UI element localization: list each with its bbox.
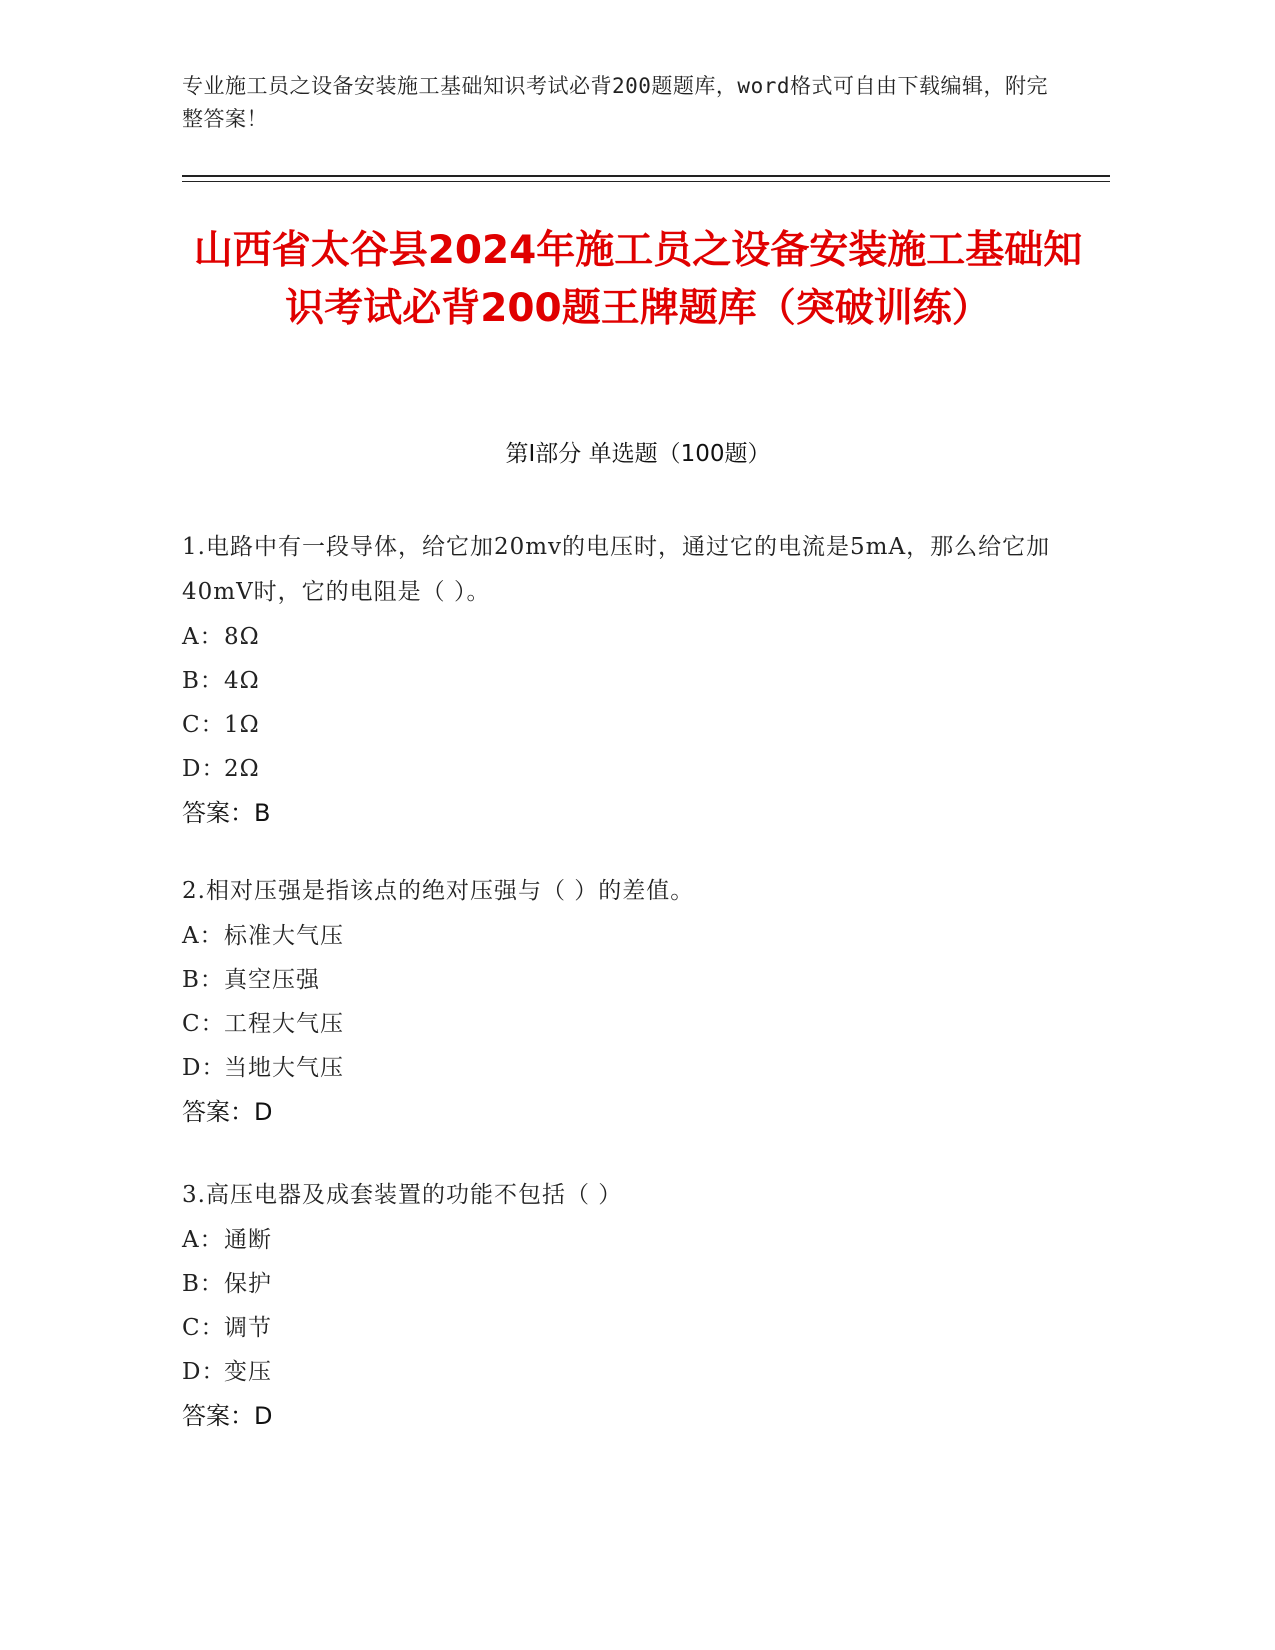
option-d	[182, 747, 1062, 791]
option-text: 4Ω	[224, 668, 260, 694]
option-a	[182, 1218, 1062, 1262]
section-heading: 第Ⅰ部分 单选题（100题）	[505, 441, 771, 467]
option-text: 保护	[224, 1271, 272, 1297]
question-stem: 1.电路中有一段导体，给它加20mv的电压时，通过它的电流是5mA，那么给它加40mV时，它的电阻是（ ）。	[182, 534, 1051, 605]
option-text: 调节	[224, 1315, 272, 1341]
option-c	[182, 703, 1062, 747]
option-c	[182, 1002, 1062, 1046]
option-letter: D：	[182, 756, 226, 782]
option-letter: D：	[182, 1055, 226, 1081]
option-text: 工程大气压	[224, 1011, 344, 1037]
option-letter: B：	[182, 967, 224, 993]
option-letter: C：	[182, 1011, 225, 1037]
option-d	[182, 1046, 1062, 1090]
option-text: 真空压强	[224, 967, 320, 993]
document-title: 山西省太谷县2024年施工员之设备安装施工基础知识考试必背200题王牌题库（突破训练）	[193, 228, 1083, 331]
option-letter: D：	[182, 1359, 226, 1385]
option-text: 通断	[224, 1227, 272, 1253]
option-letter: C：	[182, 1315, 225, 1341]
option-text: 变压	[224, 1359, 272, 1385]
question-stem: 2.相对压强是指该点的绝对压强与（ ）的差值。	[182, 878, 695, 904]
option-b	[182, 659, 1062, 703]
option-text: 1Ω	[224, 712, 260, 738]
option-d	[182, 1350, 1062, 1394]
question-3	[182, 1173, 1062, 1438]
answer-label: 答案：B	[182, 799, 271, 827]
option-text: 2Ω	[224, 756, 260, 782]
option-letter: A：	[182, 624, 224, 650]
header-rule-thin	[182, 181, 1110, 182]
option-letter: A：	[182, 923, 224, 949]
option-letter: A：	[182, 1227, 224, 1253]
question-stem: 3.高压电器及成套装置的功能不包括（ ）	[182, 1182, 623, 1208]
option-text: 标准大气压	[224, 923, 344, 949]
answer-label: 答案：D	[182, 1098, 273, 1126]
option-b	[182, 958, 1062, 1002]
option-c	[182, 1306, 1062, 1350]
option-letter: B：	[182, 1271, 224, 1297]
option-text: 当地大气压	[224, 1055, 344, 1081]
option-letter: C：	[182, 712, 225, 738]
option-a	[182, 615, 1062, 659]
option-text: 8Ω	[224, 624, 260, 650]
option-letter: B：	[182, 668, 224, 694]
option-a	[182, 914, 1062, 958]
header-rule-thick	[182, 175, 1110, 177]
header-note: 专业施工员之设备安装施工基础知识考试必背200题题库，word格式可自由下载编辑，附完整答案！	[182, 74, 1048, 131]
option-b	[182, 1262, 1062, 1306]
question-1	[182, 525, 1062, 835]
question-2	[182, 869, 1062, 1134]
answer-label: 答案：D	[182, 1402, 273, 1430]
